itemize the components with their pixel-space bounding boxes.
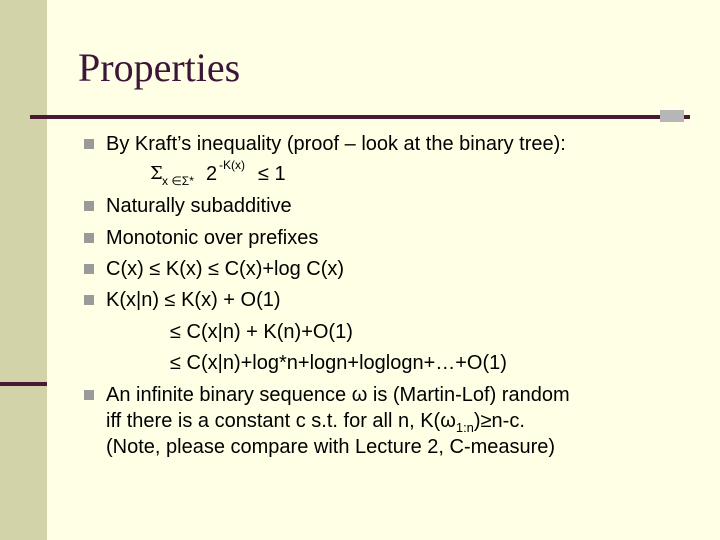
bullet-conditional-k-cont1: ≤ C(x|n) + K(n)+O(1)	[170, 321, 353, 343]
formula-subscript: x ∈Σ*	[162, 174, 194, 188]
bullet-square-icon	[84, 201, 94, 211]
bullet-martin-lof-line2	[106, 409, 525, 435]
title-underline-accent	[660, 110, 684, 122]
bullet-square-icon	[84, 139, 94, 149]
slide-title: Properties	[78, 45, 241, 90]
martin-lof-line2-text: iff there is a constant c s.t. for all n, K(ω	[106, 410, 456, 432]
bullet-conditional-k-cont2: ≤ C(x|n)+log*n+logn+loglogn+…+O(1)	[170, 352, 507, 374]
bullet-martin-lof-line3: (Note, please compare with Lecture 2, C-measure)	[106, 436, 556, 458]
formula-rhs: ≤ 1	[258, 163, 286, 185]
martin-lof-line2-end: )≥n-c.	[473, 410, 525, 432]
formula-base: 2	[206, 163, 218, 185]
bullet-conditional-k: K(x|n) ≤ K(x) + O(1)	[106, 289, 281, 311]
bullet-square-icon	[84, 295, 94, 305]
title-underline	[30, 115, 690, 119]
bullet-martin-lof-line1: An infinite binary sequence ω is (Martin-Lof) random	[106, 384, 570, 406]
bullet-kraft-inequality: By Kraft’s inequality (proof – look at the binary tree):	[106, 133, 566, 155]
left-accent-bar	[0, 382, 47, 386]
formula-exponent: -K(x)	[219, 158, 245, 172]
bullet-subadditive: Naturally subadditive	[106, 195, 292, 217]
bullet-square-icon	[84, 264, 94, 274]
bullet-monotonic: Monotonic over prefixes	[106, 227, 319, 249]
bullet-square-icon	[84, 390, 94, 400]
bullet-square-icon	[84, 233, 94, 243]
bullet-c-k-bounds: C(x) ≤ K(x) ≤ C(x)+log C(x)	[106, 258, 345, 280]
left-decorative-band	[0, 0, 47, 540]
martin-lof-subscript: 1:n	[455, 420, 474, 435]
formula-sigma: Σ	[150, 163, 163, 184]
